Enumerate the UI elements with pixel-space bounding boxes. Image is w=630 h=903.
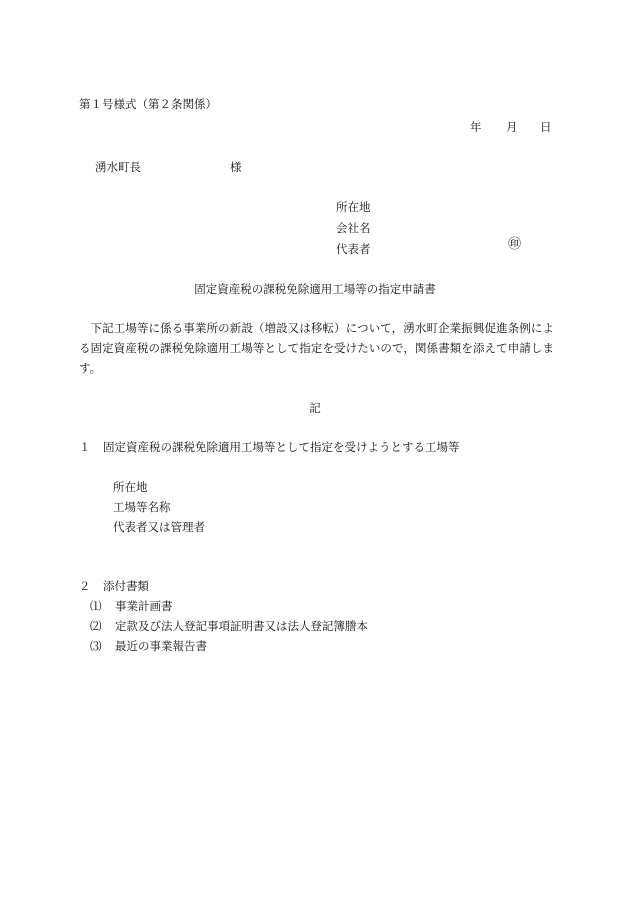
date-day-label: 日 — [540, 120, 552, 134]
ki-heading: 記 — [309, 401, 321, 415]
application-body: 下記工場等に係る事業所の新設（増設又は移転）について，湧水町企業振興促進条例による固定資産税の課税免除適用工場等として指定を受けたいので，関係書類を添えて申請します。 — [79, 321, 554, 375]
attachment-item: 事業計画書 — [115, 599, 173, 613]
date-year-label: 年 — [470, 120, 482, 134]
seal-mark: ㊞ — [508, 237, 522, 252]
attachment-number: ⑵ — [90, 619, 102, 633]
section2-heading: 添付書類 — [103, 579, 149, 593]
attachment-item: 定款及び法人登記事項証明書又は法人登記簿謄本 — [115, 619, 368, 633]
section1-heading: 固定資産税の課税免除適用工場等として指定を受けようとする工場等 — [103, 440, 460, 454]
attachment-item: 最近の事業報告書 — [115, 639, 207, 653]
applicant-representative-label: 代表者 — [336, 242, 371, 256]
attachment-number: ⑴ — [90, 599, 102, 613]
factory-name-label: 工場等名称 — [113, 500, 171, 514]
addressee-honorific: 様 — [230, 160, 242, 174]
document-title: 固定資産税の課税免除適用工場等の指定申請書 — [194, 282, 436, 296]
factory-address-label: 所在地 — [113, 480, 148, 494]
form-number: 第１号様式（第２条関係） — [79, 97, 217, 111]
factory-representative-label: 代表者又は管理者 — [113, 520, 205, 534]
applicant-address-label: 所在地 — [336, 200, 371, 214]
section2-number: ２ — [79, 579, 91, 593]
addressee-name: 湧水町長 — [95, 160, 141, 174]
applicant-company-label: 会社名 — [336, 221, 371, 235]
date-line — [470, 121, 552, 135]
section1-number: １ — [79, 440, 91, 454]
date-month-label: 月 — [506, 120, 518, 134]
attachment-number: ⑶ — [90, 639, 102, 653]
